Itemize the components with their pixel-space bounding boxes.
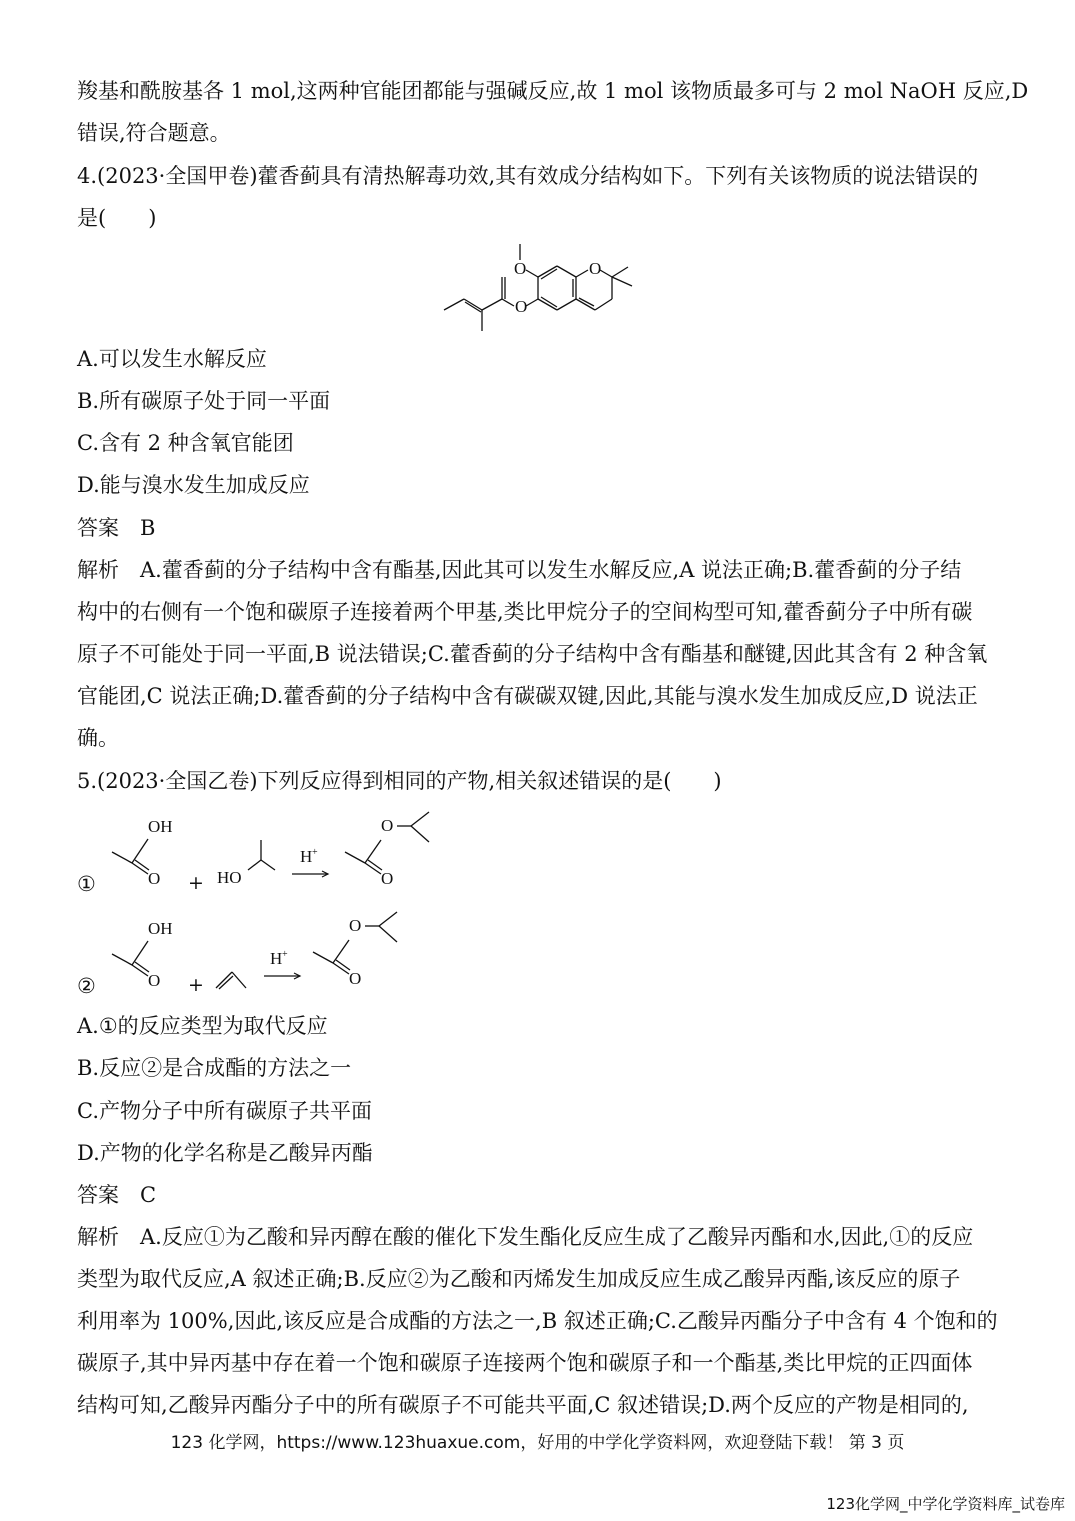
watermark: 123化学网_中学化学资料库_试卷库: [826, 1495, 1065, 1513]
option-b: B.反应②是合成酯的方法之一: [77, 1056, 352, 1080]
reaction-2-product: [311, 912, 411, 992]
oh-label: OH: [148, 919, 173, 938]
text-line: 错误,符合题意。: [77, 121, 231, 145]
analysis-line: 类型为取代反应,A 叙述正确;B.反应②为乙酸和丙烯发生加成反应生成乙酸异丙酯,该反应的原子: [77, 1267, 961, 1291]
catalyst-label: H: [270, 949, 283, 968]
analysis-line: 确。: [77, 726, 119, 750]
option-c: C.含有 2 种含氧官能团: [77, 431, 294, 455]
option-b: B.所有碳原子处于同一平面: [77, 389, 331, 413]
reaction-2-acetic-acid: [108, 914, 188, 994]
ester-oxygen-label: O: [515, 297, 528, 316]
carbonyl-o-label: O: [381, 869, 394, 888]
question-4-stem: 是( ): [77, 206, 157, 230]
reaction-2-arrow: [262, 950, 306, 986]
ring-oxygen-label: O: [589, 259, 602, 278]
molecule-bonds: [444, 244, 632, 331]
question-5-stem: 5.(2023·全国乙卷)下列反应得到相同的产物,相关叙述错误的是( ): [77, 769, 722, 793]
ester-o-label: O: [381, 816, 394, 835]
question-4-stem: 4.(2023·全国甲卷)藿香蓟具有清热解毒功效,其有效成分结构如下。下列有关该物质的说法错误的: [77, 164, 979, 188]
reaction-1-arrow: [290, 848, 334, 884]
page-footer: 123 化学网，https://www.123huaxue.com，好用的中学化学资料网，欢迎登陆下载！ 第 3 页: [170, 1433, 905, 1453]
option-a: A.①的反应类型为取代反应: [77, 1014, 328, 1038]
catalyst-label: H: [300, 847, 313, 866]
text-line: 羧基和酰胺基各 1 mol,这两种官能团都能与强碱反应,故 1 mol 该物质最多可与 2 mol NaOH 反应,D: [77, 79, 1029, 103]
ho-label: HO: [217, 868, 242, 887]
answer: 答案 C: [77, 1183, 157, 1207]
reaction-2-propene: [214, 966, 250, 992]
reaction-1-product: [343, 812, 443, 892]
reaction-1-isopropanol: [215, 840, 285, 890]
analysis-line: 碳原子,其中异丙基中存在着一个饱和碳原子连接两个饱和碳原子和一个酯基,类比甲烷的正四面体: [77, 1351, 973, 1375]
analysis-line: 利用率为 100%,因此,该反应是合成酯的方法之一,B 叙述正确;C.乙酸异丙酯分子中含有 4 个饱和的: [77, 1309, 998, 1333]
o-label: O: [148, 971, 161, 990]
option-d: D.能与溴水发生加成反应: [77, 473, 310, 497]
ester-o-label: O: [349, 916, 362, 935]
analysis-line: 结构可知,乙酸异丙酯分子中的所有碳原子不可能共平面,C 叙述错误;D.两个反应的产物是相同的,: [77, 1393, 969, 1417]
answer: 答案 B: [77, 516, 156, 540]
option-d: D.产物的化学名称是乙酸异丙酯: [77, 1141, 373, 1165]
oh-label: OH: [148, 817, 173, 836]
reaction-1-number: ①: [77, 872, 96, 896]
option-a: A.可以发生水解反应: [77, 347, 267, 371]
analysis-line: 解析 A.藿香蓟的分子结构中含有酯基,因此其可以发生水解反应,A 说法正确;B.藿香蓟的分子结: [77, 558, 962, 582]
carbonyl-o-label: O: [349, 969, 362, 988]
plus-sign: +: [188, 974, 204, 996]
plus-sign: +: [188, 872, 204, 894]
catalyst-charge: +: [312, 847, 318, 858]
o-label: O: [148, 869, 161, 888]
methoxy-oxygen-label: O: [514, 259, 527, 278]
reaction-2-number: ②: [77, 974, 96, 998]
analysis-line: 解析 A.反应①为乙酸和异丙醇在酸的催化下发生酯化反应生成了乙酸异丙酯和水,因此,①的反应: [77, 1225, 974, 1249]
analysis-line: 原子不可能处于同一平面,B 说法错误;C.藿香蓟的分子结构中含有酯基和醚键,因此其含有 2 种含氧: [77, 642, 988, 666]
analysis-line: 官能团,C 说法正确;D.藿香蓟的分子结构中含有碳碳双键,因此,其能与溴水发生加成反应,D 说法正: [77, 684, 978, 708]
molecule-structure: [440, 238, 640, 338]
option-c: C.产物分子中所有碳原子共平面: [77, 1099, 372, 1123]
analysis-line: 构中的右侧有一个饱和碳原子连接着两个甲基,类比甲烷分子的空间构型可知,藿香蓟分子中所有碳: [77, 600, 973, 624]
reaction-1-acetic-acid: [108, 812, 188, 892]
catalyst-charge: +: [282, 949, 288, 960]
